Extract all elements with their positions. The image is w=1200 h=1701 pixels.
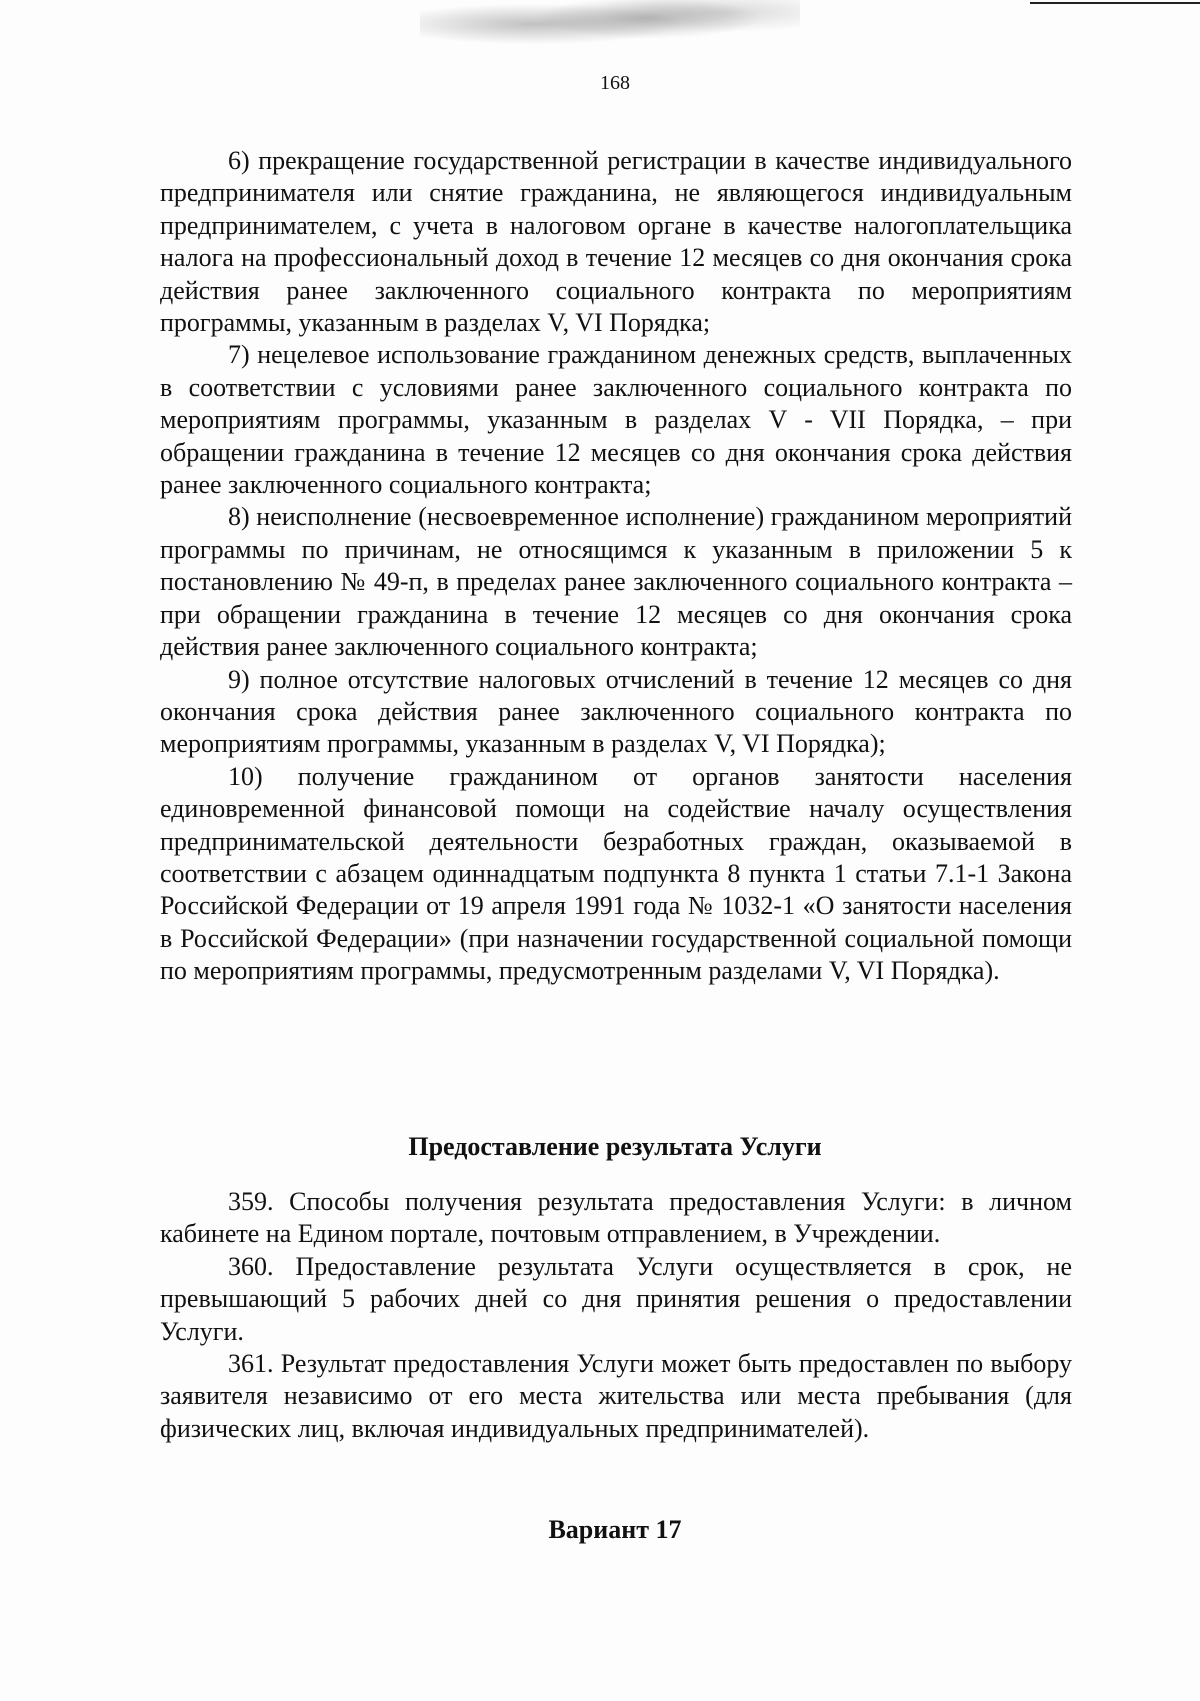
body-text-top: [160, 145, 1072, 988]
paragraph-item-10: 10) получение гражданином от органов занятости населения единовременной финансовой помощи на содействие началу осуществления предпринимательской деятельности безработных граждан, оказываемой в соответствии с абзацем одиннадцатым подпункта 8 пункта 1 статьи 7.1-1 Закона Российской Федерации от 19 апреля 1991 года № 1032-1 «О занятости населения в Российской Федерации» (при назначении государственной социальной помощи по мероприятиям программы, предусмотренным разделами V, VI Порядка).: [160, 761, 1072, 986]
top-rule: [1030, 2, 1200, 4]
paragraph-item-8: 8) неисполнение (несвоевременное исполнение) гражданином мероприятий программы по причинам, не относящимся к указанным в приложении 5 к постановлению № 49-п, в пределах ранее заключенного социального контракта – при обращении гражданина в течение 12 месяцев со дня окончания срока действия ранее заключенного социального контракта;: [160, 502, 1072, 662]
scan-artifact: [420, 0, 800, 60]
page-number: 168: [600, 72, 630, 94]
paragraph-item-9: 9) полное отсутствие налоговых отчислений в течение 12 месяцев со дня окончания срока действия ранее заключенного социального контракта по мероприятиям программы, указанным в разделах V, VI Порядка);: [160, 664, 1072, 759]
paragraph-359: 359. Способы получения результата предоставления Услуги: в личном кабинете на Едином портале, почтовым отправлением, в Учреждении.: [160, 1187, 1072, 1249]
paragraph-361: 361. Результат предоставления Услуги может быть предоставлен по выбору заявителя независимо от его места жительства или места пребывания (для физических лиц, включая индивидуальных предпринимателей).: [160, 1349, 1072, 1443]
paragraph-360: 360. Предоставление результата Услуги осуществляется в срок, не превышающий 5 рабочих дней со дня принятия решения о предоставлении Услуги.: [160, 1251, 1072, 1346]
variant-heading: Вариант 17: [548, 1515, 682, 1544]
section-heading: Предоставление результата Услуги: [408, 1132, 822, 1161]
paragraph-item-7: 7) нецелевое использование гражданином денежных средств, выплаченных в соответствии с условиями ранее заключенного социального контракта по мероприятиям программы, указанным в разделах V - VII Порядка, – при обращении гражданина в течение 12 месяцев со дня окончания срока действия ранее заключенного социального контракта;: [160, 340, 1072, 500]
body-text-bottom: [160, 1186, 1072, 1445]
paragraph-item-6: 6) прекращение государственной регистрации в качестве индивидуального предпринимателя или снятие гражданина, не являющегося индивидуальным предпринимателем, с учета в налоговом органе в качестве налогоплательщика налога на профессиональный доход в течение 12 месяцев со дня окончания срока действия ранее заключенного социального контракта по мероприятиям программы, указанным в разделах V, VI Порядка;: [160, 146, 1072, 338]
